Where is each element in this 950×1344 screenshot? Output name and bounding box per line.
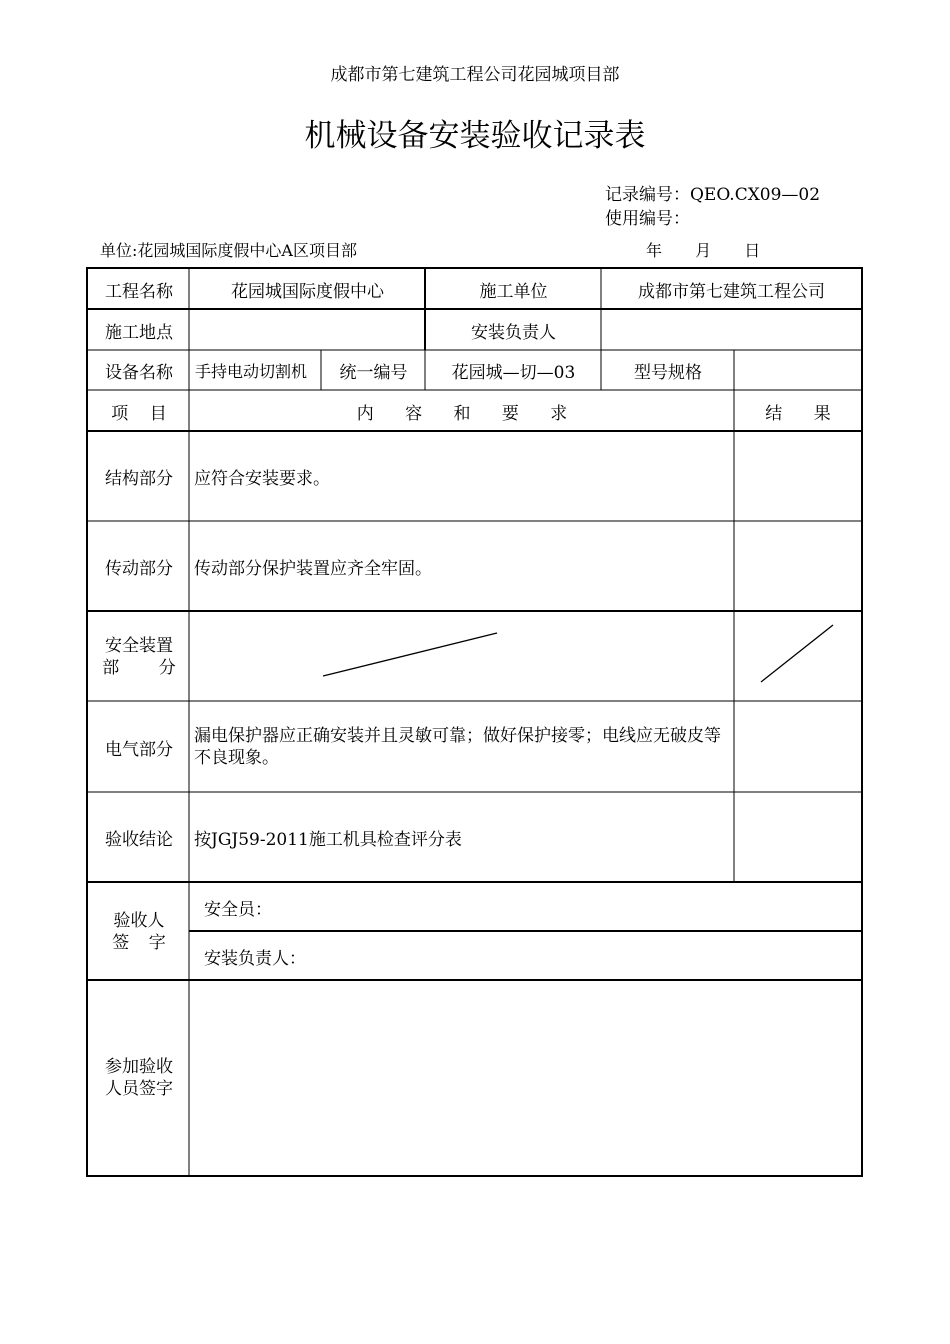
equipment-value: 手持电动切割机 — [195, 362, 308, 381]
construction-unit-label: 施工单位 — [479, 282, 548, 302]
row-structure-content: 应符合安装要求。 — [194, 469, 330, 489]
row-safety-item — [89, 612, 189, 701]
date-month: 月 — [695, 241, 712, 260]
row-transmission-item: 传动部分 — [105, 559, 173, 579]
row-structure-item: 结构部分 — [105, 469, 173, 489]
project-name-value: 花园城国际度假中心 — [231, 282, 384, 302]
safety-officer-field[interactable]: 安全员： — [204, 899, 272, 920]
participants-line1: 参加验收 — [105, 1057, 173, 1077]
col-item-header: 项 目 — [111, 403, 167, 424]
row-safety-item-line1: 安全装置 — [105, 635, 173, 656]
row-conclusion-item: 验收结论 — [105, 830, 173, 850]
record-number: 记录编号：QEO.CX09—02 — [605, 185, 821, 205]
page-title: 机械设备安装验收记录表 — [304, 118, 646, 154]
installer-label: 安装负责人 — [471, 322, 556, 343]
installer-value — [602, 310, 861, 350]
unit-label: 单位:花园城国际度假中心A区项目部 — [100, 241, 357, 260]
install-lead-field[interactable]: 安装负责人： — [204, 948, 306, 969]
acceptor-sign-line1: 验收人 — [113, 910, 165, 931]
site-value — [190, 310, 425, 350]
unified-no-value: 花园城—切—03 — [451, 363, 576, 383]
col-content-header: 内 容 和 要 求 — [356, 403, 568, 424]
row-safety-item-line2: 部 分 — [102, 657, 176, 678]
row-electrical-content: 漏电保护器应正确安装并且灵敏可靠；做好保护接零；电线应无破皮等不良现象。 — [194, 726, 721, 768]
date-year: 年 — [646, 241, 663, 260]
model-label: 型号规格 — [634, 363, 702, 383]
site-label: 施工地点 — [105, 322, 173, 343]
acceptor-sign-label — [89, 883, 189, 980]
project-name-label: 工程名称 — [105, 282, 173, 302]
col-result-header: 结 果 — [765, 403, 831, 424]
row-electrical-item: 电气部分 — [105, 739, 173, 760]
acceptor-sign-line2: 签 字 — [112, 932, 166, 953]
date-day: 日 — [744, 241, 761, 260]
construction-unit-value: 成都市第七建筑工程公司 — [638, 282, 825, 302]
participants-line2: 人员签字 — [105, 1079, 173, 1099]
model-value — [735, 351, 861, 390]
row-conclusion-content: 按JGJ59-2011施工机具检查评分表 — [194, 830, 462, 850]
participants-signature-area[interactable] — [190, 981, 861, 1175]
equipment-label: 设备名称 — [105, 363, 173, 383]
row-transmission-content: 传动部分保护装置应齐全牢固。 — [194, 559, 432, 579]
participants-label — [89, 981, 189, 1175]
unified-no-label: 统一编号 — [339, 363, 408, 383]
company-name: 成都市第七建筑工程公司花园城项目部 — [330, 65, 620, 85]
use-number: 使用编号： — [605, 209, 690, 229]
